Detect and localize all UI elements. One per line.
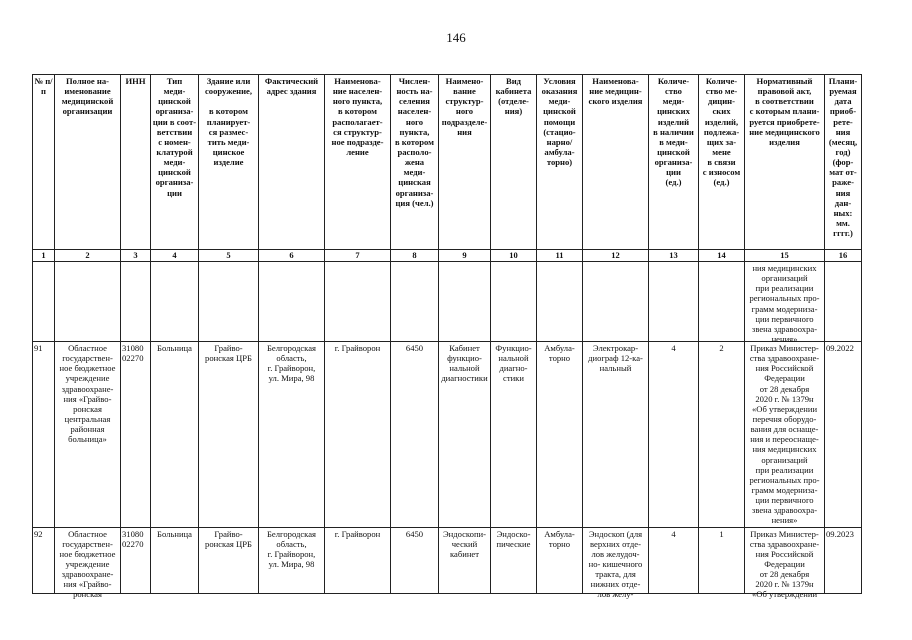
header-cell: ИНН <box>121 75 151 250</box>
table-cell <box>33 262 55 342</box>
table-cell <box>649 262 699 342</box>
header-cell: Наименова- ние медицин- ского изделия <box>583 75 649 250</box>
table-cell <box>199 262 259 342</box>
header-row <box>33 75 862 250</box>
replace-quantity-cell: 2 <box>699 342 745 528</box>
device-cell: Эндоскоп (для верхних отде- лов желудоч- но- кишечного тракта, для нижних отде- лов желу- <box>583 527 649 593</box>
address-cell: Белгородская область, г. Грайворон, ул. Мира, 98 <box>259 527 325 593</box>
quantity-cell: 4 <box>649 342 699 528</box>
equipment-table <box>32 74 862 600</box>
population-cell: 6450 <box>391 342 439 528</box>
column-number: 12 <box>583 250 649 262</box>
building-cell: Грайво- ронская ЦРБ <box>199 342 259 528</box>
unit-cell: Кабинет функцио- нальной диагностики <box>439 342 491 528</box>
row-number: 91 <box>33 342 55 528</box>
unit-cell: Эндоскопи- ческий кабинет <box>439 527 491 593</box>
column-number: 8 <box>391 250 439 262</box>
inn-cell: 31080 02270 <box>121 527 151 593</box>
table-cell <box>491 262 537 342</box>
table-cell <box>391 262 439 342</box>
table-cell <box>121 262 151 342</box>
header-cell: Здание или сооружение, в котором планирует- ся размес- тить меди- цинское изделие <box>199 75 259 250</box>
column-number: 16 <box>825 250 862 262</box>
header-cell: Вид кабинета (отделе- ния) <box>491 75 537 250</box>
header-cell: Плани- руемая дата приоб- рете- ния (месяц, год) (фор- мат от- раже- ния дан- ных: мм. гггг.) <box>825 75 862 250</box>
org-type-cell: Больница <box>151 527 199 593</box>
table-row <box>33 342 862 528</box>
quantity-cell: 4 <box>649 527 699 593</box>
table-cell <box>259 262 325 342</box>
column-number: 10 <box>491 250 537 262</box>
column-number: 1 <box>33 250 55 262</box>
table-cell <box>699 262 745 342</box>
header-cell: Нормативный правовой акт, в соответствии с которым плани- руется приобрете- ние медицинского изделия <box>745 75 825 250</box>
legal-act-cell: Приказ Министер- ства здравоохране- ния Российской Федерации от 28 декабря 2020 г. № 1379н «Об утверждении перечня оборудо- вания для оснаще- ния и переоснаще- ния медицинских организаций при реализации региональных про- грамм модерниза- ции первичного звена здравоохра- нения» <box>745 342 825 528</box>
cabinet-cell: Эндоско- пические <box>491 527 537 593</box>
building-cell: Грайво- ронская ЦРБ <box>199 527 259 593</box>
column-number: 14 <box>699 250 745 262</box>
table-cell <box>825 262 862 342</box>
header-cell: Наименова- ние населен- ного пункта, в котором располагает- ся структур- ное подразде- ление <box>325 75 391 250</box>
table-cell <box>325 262 391 342</box>
header-cell: Полное на- именование медицинской организации <box>55 75 121 250</box>
header-cell: Количе- ство меди- цинских изделий в наличии в меди- цинской организа- ции (ед.) <box>649 75 699 250</box>
column-number: 11 <box>537 250 583 262</box>
org-type-cell: Больница <box>151 342 199 528</box>
organization-name: Областное государствен- ное бюджетное учреждение здравоохране- ния «Грайво- ронская <box>55 527 121 593</box>
conditions-cell: Амбула- торно <box>537 342 583 528</box>
column-number: 6 <box>259 250 325 262</box>
address-cell: Белгородская область, г. Грайворон, ул. Мира, 98 <box>259 342 325 528</box>
header-cell: Тип меди- цинской организа- ции в соот- ветствии с номен- клатурой меди- цинской организа- ции <box>151 75 199 250</box>
column-number: 3 <box>121 250 151 262</box>
page-number: 146 <box>446 30 466 45</box>
column-number: 7 <box>325 250 391 262</box>
table-cell <box>55 262 121 342</box>
column-number: 15 <box>745 250 825 262</box>
header-cell: Количе- ство ме- дицин- ских изделий, подлежа- щих за- мене в связи с износом (ед.) <box>699 75 745 250</box>
continuation-row <box>33 262 862 342</box>
locality-cell: г. Грайворон <box>325 342 391 528</box>
column-number: 2 <box>55 250 121 262</box>
planned-date-cell: 09.2023 <box>825 527 862 593</box>
organization-name: Областное государствен- ное бюджетное учреждение здравоохране- ния «Грайво- ронская центральная районная больница» <box>55 342 121 528</box>
column-number-row <box>33 250 862 262</box>
header-cell: Условия оказания меди- цинской помощи (стацио- нарно/ амбула- торно) <box>537 75 583 250</box>
replace-quantity-cell: 1 <box>699 527 745 593</box>
table-cell <box>439 262 491 342</box>
inn-cell: 31080 02270 <box>121 342 151 528</box>
cabinet-cell: Функцио- нальной диагно- стики <box>491 342 537 528</box>
legal-act-cell: ния медицинских организаций при реализации региональных про- грамм модерниза- ции первичного звена здравоохра- нения» <box>745 262 825 342</box>
column-number: 9 <box>439 250 491 262</box>
header-cell: Наимено- вание структур- ного подразделе- ния <box>439 75 491 250</box>
header-cell: Числен- ность на- селения населен- ного пункта, в котором располо- жена меди- цинская организа- ция (чел.) <box>391 75 439 250</box>
column-number: 4 <box>151 250 199 262</box>
population-cell: 6450 <box>391 527 439 593</box>
column-number: 5 <box>199 250 259 262</box>
header-cell: Фактический адрес здания <box>259 75 325 250</box>
table-cell <box>583 262 649 342</box>
device-cell: Электрокар- диограф 12-ка- нальный <box>583 342 649 528</box>
table-row <box>33 527 862 593</box>
table-cell <box>537 262 583 342</box>
column-number: 13 <box>649 250 699 262</box>
planned-date-cell: 09.2022 <box>825 342 862 528</box>
header-cell: № п/п <box>33 75 55 250</box>
locality-cell: г. Грайворон <box>325 527 391 593</box>
table-cell <box>151 262 199 342</box>
legal-act-cell: Приказ Министер- ства здравоохране- ния Российской Федерации от 28 декабря 2020 г. № 1379н «Об утверждении <box>745 527 825 593</box>
row-number: 92 <box>33 527 55 593</box>
conditions-cell: Амбула- торно <box>537 527 583 593</box>
